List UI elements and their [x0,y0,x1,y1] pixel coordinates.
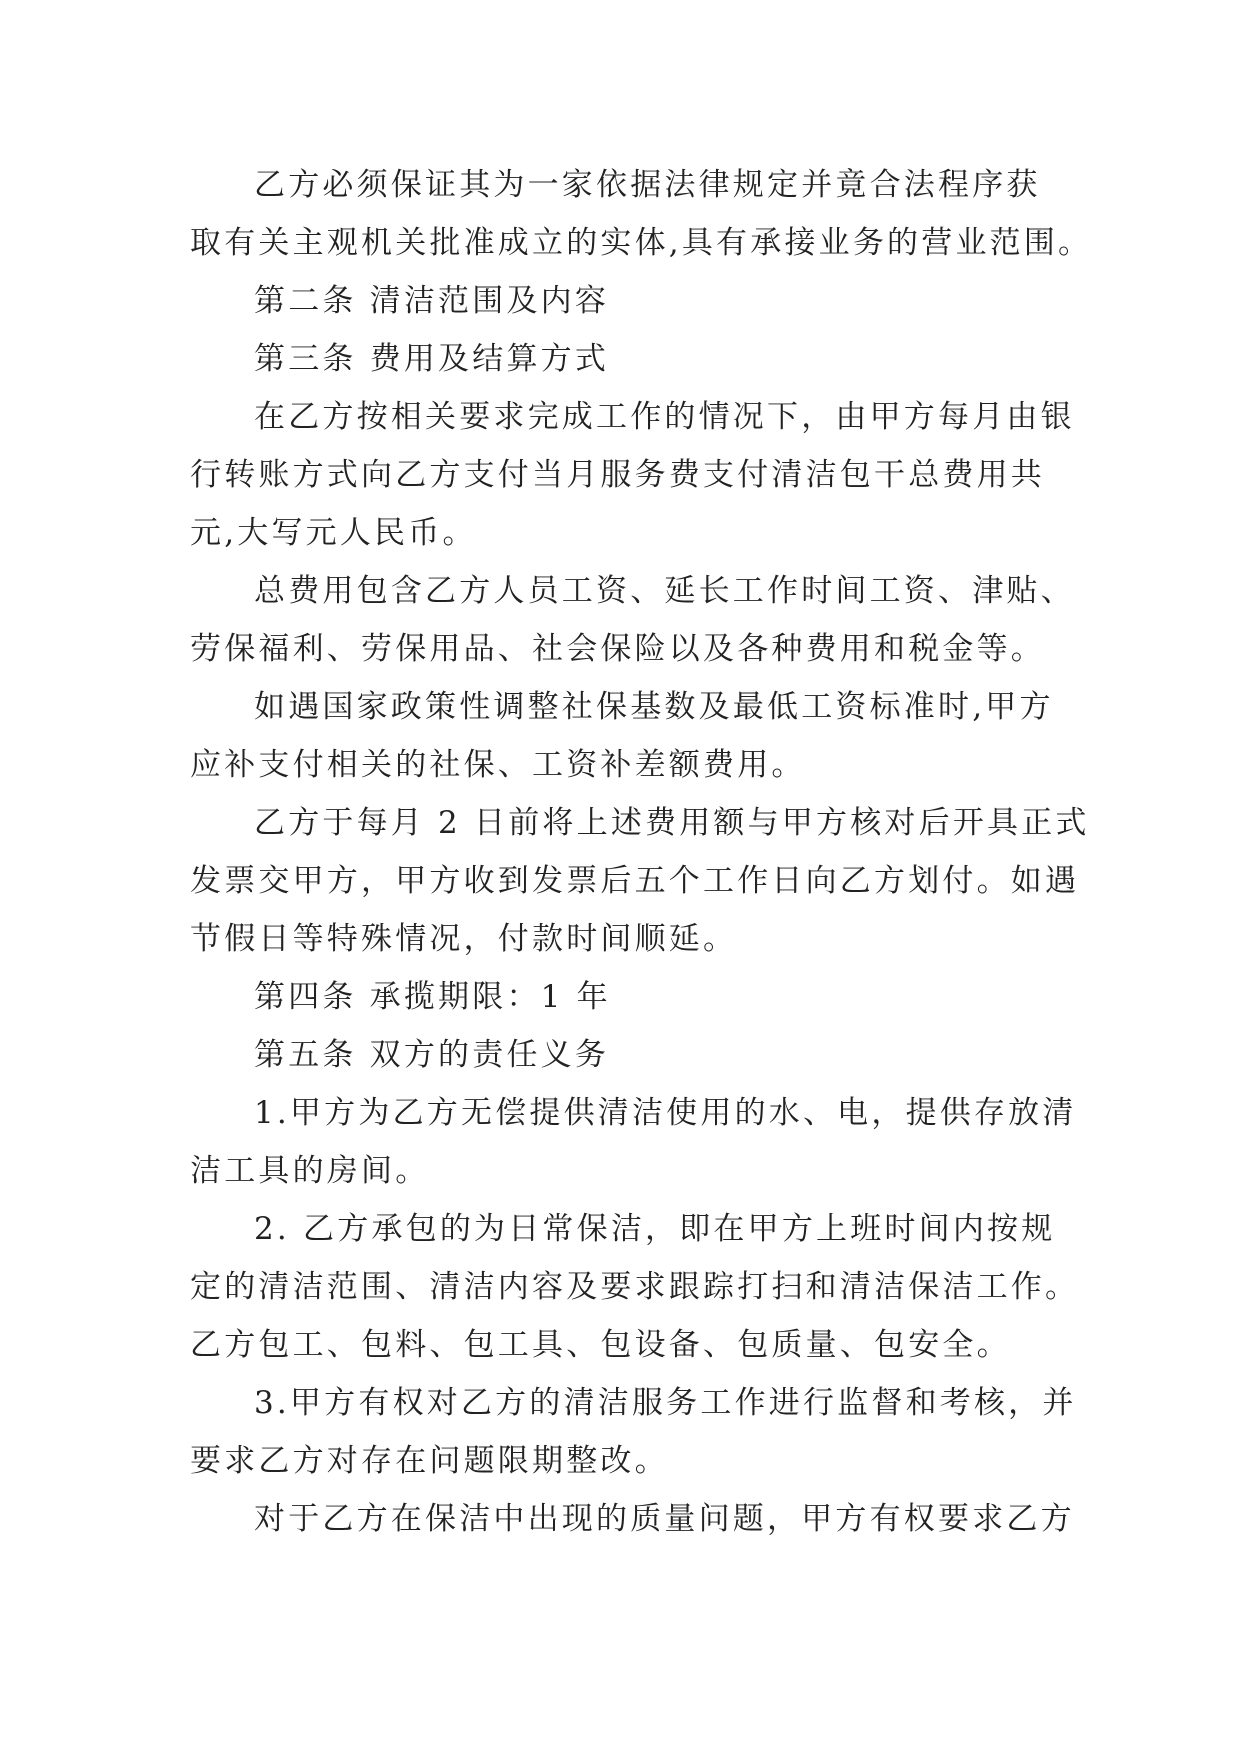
text-line: 取有关主观机关批准成立的实体,具有承接业务的营业范围。 [190,225,1093,261]
text-line: 对于乙方在保洁中出现的质量问题，甲方有权要求乙方 [254,1501,1075,1537]
text-line: 乙方包工、包料、包工具、包设备、包质量、包安全。 [190,1327,1011,1363]
text-line: 总费用包含乙方人员工资、延长工作时间工资、津贴、 [254,573,1075,609]
text-line: 要求乙方对存在问题限期整改。 [190,1443,669,1479]
text-line: 在乙方按相关要求完成工作的情况下，由甲方每月由银 [254,399,1075,435]
section-heading: 第二条 清洁范围及内容 [254,283,610,319]
text-line: 1.甲方为乙方无偿提供清洁使用的水、电，提供存放清 [254,1095,1077,1131]
text-line: 3.甲方有权对乙方的清洁服务工作进行监督和考核，并 [254,1385,1077,1421]
text-line: 劳保福利、劳保用品、社会保险以及各种费用和税金等。 [190,631,1045,667]
text-line: 乙方必须保证其为一家依据法律规定并竟合法程序获 [254,167,1041,203]
text-line: 定的清洁范围、清洁内容及要求跟踪打扫和清洁保洁工作。 [190,1269,1080,1305]
text-line: 乙方于每月 2 日前将上述费用额与甲方核对后开具正式 [254,805,1090,841]
text-line: 节假日等特殊情况，付款时间顺延。 [190,921,738,957]
section-heading: 第五条 双方的责任义务 [254,1037,610,1073]
text-line: 发票交甲方，甲方收到发票后五个工作日向乙方划付。如遇 [190,863,1080,899]
section-heading: 第三条 费用及结算方式 [254,341,610,377]
text-line: 如遇国家政策性调整社保基数及最低工资标准时,甲方 [254,689,1054,725]
text-line: 行转账方式向乙方支付当月服务费支付清洁包干总费用共 [190,457,1045,493]
text-line: 洁工具的房间。 [190,1153,430,1189]
document-body [190,156,1093,1548]
text-line: 元,大写元人民币。 [190,515,477,551]
section-heading: 第四条 承揽期限：1 年 [254,979,611,1015]
text-line: 2. 乙方承包的为日常保洁，即在甲方上班时间内按规 [254,1211,1056,1247]
text-line: 应补支付相关的社保、工资补差额费用。 [190,747,806,783]
